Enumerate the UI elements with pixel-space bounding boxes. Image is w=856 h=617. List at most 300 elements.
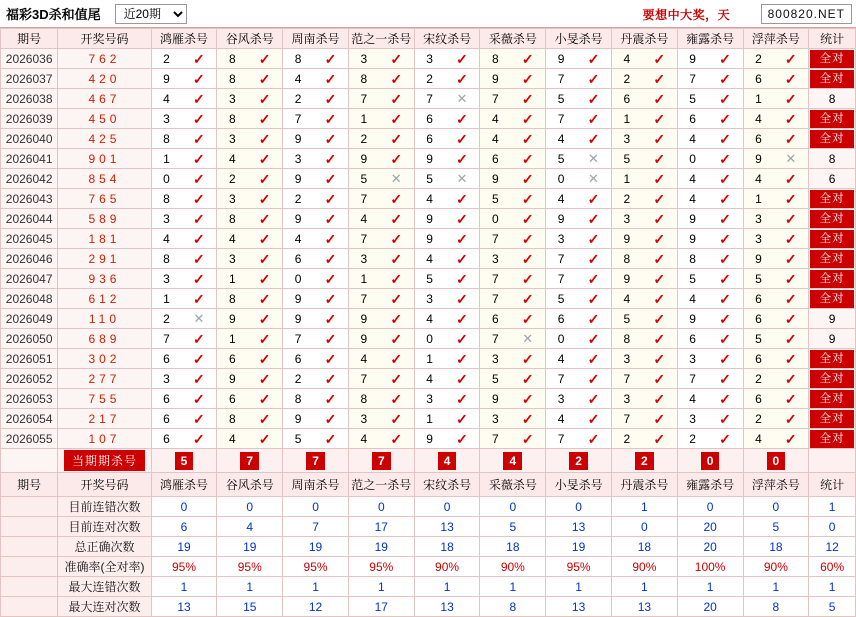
summary-value: 0 — [217, 497, 283, 517]
kill-number: 4 — [426, 251, 433, 266]
kill-number: 9 — [623, 231, 631, 246]
kill-number: 4 — [294, 71, 302, 86]
summary-row-blank — [1, 597, 58, 617]
cell-period: 2026040 — [1, 129, 58, 149]
summary-value: 13 — [414, 597, 480, 617]
col-expert-5-2: 采薇杀号 — [480, 473, 546, 497]
cell-expert-kill — [546, 169, 612, 189]
kill-number: 2 — [163, 311, 170, 326]
cell-expert-kill — [348, 349, 414, 369]
cell-expert-kill — [546, 149, 612, 169]
summary-value: 0 — [151, 497, 217, 517]
all-correct-badge: 全对 — [810, 190, 854, 208]
cell-expert-kill — [348, 169, 414, 189]
check-icon: ✓ — [324, 370, 337, 387]
cell-expert-kill — [217, 289, 283, 309]
cell-draw-code: 181 — [58, 229, 151, 249]
cell-stat — [809, 49, 856, 69]
col-expert-0-2: 鸿雁杀号 — [151, 473, 217, 497]
check-icon: ✓ — [719, 270, 731, 287]
check-icon: ✓ — [456, 390, 468, 407]
table-row — [1, 349, 856, 369]
check-icon: ✓ — [258, 390, 271, 407]
col-expert-0: 鸿雁杀号 — [151, 29, 217, 49]
kill-number: 7 — [492, 291, 499, 306]
check-icon: ✓ — [521, 370, 534, 387]
check-icon: ✓ — [653, 50, 666, 67]
summary-value: 0 — [283, 497, 349, 517]
kill-number: 8 — [294, 391, 302, 406]
summary-value: 6 — [151, 517, 217, 537]
kill-number: 7 — [689, 371, 696, 386]
kill-number: 4 — [426, 191, 433, 206]
kill-number: 0 — [294, 271, 302, 286]
cell-expert-kill — [151, 189, 217, 209]
current-kill-cell — [414, 449, 480, 473]
check-icon: ✓ — [784, 410, 797, 427]
cell-expert-kill — [283, 249, 349, 269]
summary-value: 95% — [348, 557, 414, 577]
current-kill-number: 0 — [767, 452, 786, 470]
check-icon: ✓ — [324, 130, 337, 147]
check-icon: ✓ — [784, 370, 797, 387]
summary-value: 13 — [611, 597, 677, 617]
cell-expert-kill — [414, 289, 480, 309]
cell-expert-kill — [480, 269, 546, 289]
cell-stat — [809, 189, 856, 209]
kill-number: 4 — [228, 431, 236, 446]
summary-value: 15 — [217, 597, 283, 617]
kill-number: 7 — [557, 431, 565, 446]
check-icon: ✓ — [324, 70, 337, 87]
kill-number: 1 — [228, 331, 236, 346]
kill-number: 9 — [294, 171, 302, 186]
kill-number: 2 — [426, 71, 433, 86]
kill-number: 5 — [557, 151, 565, 166]
stat-count: 9 — [828, 311, 836, 326]
kill-number: 4 — [557, 351, 565, 366]
check-icon: ✓ — [653, 250, 666, 267]
table-row — [1, 69, 856, 89]
cell-expert-kill — [414, 129, 480, 149]
table-row — [1, 169, 856, 189]
check-icon: ✓ — [456, 130, 468, 147]
check-icon: ✓ — [258, 270, 271, 287]
check-icon: ✓ — [193, 270, 205, 287]
check-icon: ✓ — [653, 170, 666, 187]
summary-row-blank — [1, 497, 58, 517]
summary-value: 8 — [743, 597, 809, 617]
cell-expert-kill — [283, 89, 349, 109]
cell-expert-kill — [677, 209, 743, 229]
check-icon: ✓ — [258, 370, 271, 387]
all-correct-badge: 全对 — [810, 410, 854, 428]
kill-number: 7 — [557, 251, 565, 266]
kill-number: 3 — [228, 191, 236, 206]
check-icon: ✓ — [587, 350, 600, 367]
cell-expert-kill — [151, 349, 217, 369]
cell-period: 2026044 — [1, 209, 58, 229]
cell-expert-kill — [677, 309, 743, 329]
kill-number: 3 — [492, 251, 499, 266]
check-icon: ✓ — [587, 310, 600, 327]
cell-draw-code: 467 — [58, 89, 151, 109]
cell-expert-kill — [611, 189, 677, 209]
current-kill-number: 2 — [569, 452, 588, 470]
summary-value: 1 — [480, 577, 546, 597]
kill-number: 5 — [557, 291, 565, 306]
cell-expert-kill — [348, 109, 414, 129]
stat-count: 8 — [828, 151, 836, 166]
cell-expert-kill — [546, 69, 612, 89]
check-icon: ✓ — [521, 290, 534, 307]
check-icon: ✓ — [258, 250, 271, 267]
current-period-row — [1, 449, 856, 473]
kill-number: 8 — [163, 191, 170, 206]
cell-expert-kill — [677, 409, 743, 429]
kill-number: 1 — [426, 351, 433, 366]
check-icon: ✓ — [258, 290, 271, 307]
summary-value: 5 — [743, 517, 809, 537]
kill-number: 9 — [426, 431, 433, 446]
summary-value: 13 — [414, 517, 480, 537]
kill-number: 5 — [492, 371, 499, 386]
current-period-label: 当期期杀号 — [64, 450, 145, 471]
table-row — [1, 189, 856, 209]
all-correct-badge: 全对 — [810, 270, 854, 288]
cell-expert-kill — [611, 69, 677, 89]
kill-number: 9 — [623, 271, 631, 286]
kill-number: 0 — [426, 331, 433, 346]
summary-value: 90% — [611, 557, 677, 577]
check-icon: ✓ — [193, 90, 205, 107]
kill-number: 9 — [492, 171, 499, 186]
summary-value: 20 — [677, 537, 743, 557]
cell-stat — [809, 129, 856, 149]
cell-expert-kill — [348, 329, 414, 349]
kill-number: 8 — [360, 71, 368, 86]
col-expert-3: 范之一杀号 — [348, 29, 414, 49]
cell-expert-kill — [677, 189, 743, 209]
cell-draw-code: 765 — [58, 189, 151, 209]
current-kill-cell — [677, 449, 743, 473]
check-icon: ✓ — [719, 290, 731, 307]
check-icon: ✓ — [521, 390, 534, 407]
cell-expert-kill — [217, 129, 283, 149]
cell-draw-code: 854 — [58, 169, 151, 189]
summary-value: 0 — [809, 517, 856, 537]
cell-expert-kill — [546, 269, 612, 289]
kill-number: 1 — [755, 91, 762, 106]
cross-icon: ✕ — [522, 331, 534, 346]
cell-expert-kill — [480, 369, 546, 389]
kill-number: 4 — [426, 311, 433, 326]
check-icon: ✓ — [521, 150, 534, 167]
check-icon: ✓ — [324, 110, 337, 127]
period-select[interactable] — [115, 4, 187, 24]
cell-stat — [809, 149, 856, 169]
cell-expert-kill — [546, 89, 612, 109]
cell-expert-kill — [348, 69, 414, 89]
summary-value: 0 — [743, 497, 809, 517]
summary-row-label: 准确率(全对率) — [58, 557, 151, 577]
kill-number: 6 — [755, 291, 762, 306]
check-icon: ✓ — [719, 430, 731, 447]
check-icon: ✓ — [258, 110, 271, 127]
summary-value: 19 — [546, 537, 612, 557]
check-icon: ✓ — [521, 430, 534, 447]
kill-number: 5 — [294, 431, 302, 446]
cell-draw-code: 450 — [58, 109, 151, 129]
kill-number: 3 — [623, 391, 631, 406]
cell-draw-code: 901 — [58, 149, 151, 169]
summary-value: 0 — [348, 497, 414, 517]
cell-expert-kill — [611, 229, 677, 249]
kill-number: 9 — [689, 311, 696, 326]
check-icon: ✓ — [193, 210, 205, 227]
promo-area — [643, 0, 852, 28]
cell-expert-kill — [546, 409, 612, 429]
kill-number: 6 — [163, 431, 170, 446]
kill-number: 6 — [228, 351, 236, 366]
table-row — [1, 209, 856, 229]
kill-number: 6 — [492, 151, 499, 166]
cell-expert-kill — [677, 289, 743, 309]
check-icon: ✓ — [521, 310, 534, 327]
cell-stat — [809, 409, 856, 429]
check-icon: ✓ — [587, 390, 600, 407]
cell-expert-kill — [480, 109, 546, 129]
cell-expert-kill — [743, 309, 809, 329]
cell-stat — [809, 369, 856, 389]
kill-number: 5 — [557, 91, 565, 106]
check-icon: ✓ — [719, 350, 731, 367]
cell-expert-kill — [283, 349, 349, 369]
cell-expert-kill — [283, 229, 349, 249]
summary-value: 90% — [414, 557, 480, 577]
check-icon: ✓ — [324, 230, 337, 247]
check-icon: ✓ — [653, 230, 666, 247]
cell-draw-code: 110 — [58, 309, 151, 329]
check-icon: ✓ — [587, 110, 600, 127]
cell-draw-code: 425 — [58, 129, 151, 149]
check-icon: ✓ — [521, 90, 534, 107]
kill-number: 3 — [163, 211, 170, 226]
summary-value: 1 — [151, 577, 217, 597]
cell-expert-kill — [348, 189, 414, 209]
check-icon: ✓ — [456, 370, 468, 387]
check-icon: ✓ — [521, 170, 534, 187]
kill-number: 9 — [294, 131, 302, 146]
check-icon: ✓ — [258, 230, 271, 247]
check-icon: ✓ — [258, 50, 271, 67]
kill-number: 3 — [623, 131, 631, 146]
cell-expert-kill — [743, 249, 809, 269]
cell-period: 2026038 — [1, 89, 58, 109]
check-icon: ✓ — [390, 370, 403, 387]
kill-number: 3 — [689, 411, 696, 426]
cell-expert-kill — [611, 169, 677, 189]
check-icon: ✓ — [390, 390, 403, 407]
cell-expert-kill — [546, 309, 612, 329]
summary-value: 95% — [283, 557, 349, 577]
check-icon: ✓ — [653, 330, 666, 347]
check-icon: ✓ — [390, 130, 403, 147]
kill-number: 7 — [163, 331, 170, 346]
cell-expert-kill — [480, 209, 546, 229]
cross-icon: ✕ — [456, 171, 468, 186]
kill-number: 7 — [492, 431, 499, 446]
check-icon: ✓ — [258, 170, 271, 187]
check-icon: ✓ — [258, 430, 271, 447]
summary-value: 0 — [677, 497, 743, 517]
kill-number: 9 — [294, 411, 302, 426]
cell-expert-kill — [743, 89, 809, 109]
kill-number: 6 — [294, 351, 302, 366]
kill-number: 3 — [163, 371, 170, 386]
cell-expert-kill — [743, 169, 809, 189]
kill-number: 3 — [755, 211, 762, 226]
check-icon: ✓ — [390, 230, 403, 247]
col-stat: 统计 — [809, 29, 856, 49]
kill-number-table — [0, 28, 856, 617]
kill-number: 3 — [689, 351, 696, 366]
cell-expert-kill — [743, 409, 809, 429]
cell-draw-code: 689 — [58, 329, 151, 349]
summary-row-blank — [1, 517, 58, 537]
kill-number: 7 — [689, 71, 696, 86]
check-icon: ✓ — [193, 150, 205, 167]
kill-number: 3 — [426, 391, 433, 406]
cell-expert-kill — [480, 129, 546, 149]
cell-expert-kill — [611, 129, 677, 149]
cell-expert-kill — [283, 429, 349, 449]
cell-expert-kill — [677, 389, 743, 409]
summary-value: 1 — [414, 577, 480, 597]
cell-expert-kill — [151, 409, 217, 429]
kill-number: 3 — [623, 351, 631, 366]
kill-number: 4 — [623, 51, 631, 66]
all-correct-badge: 全对 — [810, 50, 854, 68]
kill-number: 6 — [228, 391, 236, 406]
cell-draw-code: 755 — [58, 389, 151, 409]
summary-value: 18 — [414, 537, 480, 557]
check-icon: ✓ — [456, 190, 468, 207]
kill-number: 3 — [228, 251, 236, 266]
kill-number: 6 — [163, 411, 170, 426]
summary-value: 1 — [611, 577, 677, 597]
col-period-2: 期号 — [1, 473, 58, 497]
kill-number: 8 — [228, 111, 236, 126]
cell-stat — [809, 309, 856, 329]
cell-expert-kill — [414, 49, 480, 69]
summary-row — [1, 597, 856, 617]
summary-value: 0 — [414, 497, 480, 517]
cell-expert-kill — [283, 309, 349, 329]
kill-number: 9 — [755, 151, 762, 166]
kill-number: 4 — [689, 171, 696, 186]
kill-number: 3 — [360, 51, 368, 66]
check-icon: ✓ — [390, 270, 403, 287]
cell-expert-kill — [743, 149, 809, 169]
cell-expert-kill — [151, 69, 217, 89]
kill-number: 7 — [294, 331, 302, 346]
cell-period: 2026042 — [1, 169, 58, 189]
kill-number: 3 — [228, 91, 236, 106]
kill-number: 9 — [360, 151, 368, 166]
check-icon: ✓ — [719, 310, 731, 327]
cell-expert-kill — [283, 49, 349, 69]
check-icon: ✓ — [390, 310, 403, 327]
cell-expert-kill — [743, 389, 809, 409]
cell-expert-kill — [743, 369, 809, 389]
cell-period: 2026049 — [1, 309, 58, 329]
check-icon: ✓ — [258, 330, 271, 347]
summary-value: 1 — [217, 577, 283, 597]
kill-number: 5 — [360, 171, 368, 186]
check-icon: ✓ — [719, 90, 731, 107]
cell-stat — [809, 289, 856, 309]
col-code-2: 开奖号码 — [58, 473, 151, 497]
kill-number: 4 — [755, 431, 762, 446]
summary-body — [1, 473, 856, 617]
cell-expert-kill — [217, 429, 283, 449]
cell-expert-kill — [414, 189, 480, 209]
cell-expert-kill — [283, 369, 349, 389]
cell-expert-kill — [677, 49, 743, 69]
summary-value: 1 — [809, 577, 856, 597]
table-head — [1, 29, 856, 49]
check-icon: ✓ — [719, 190, 731, 207]
page-title: 福彩3D杀和值尾 — [6, 7, 101, 22]
cell-expert-kill — [414, 209, 480, 229]
col-period: 期号 — [1, 29, 58, 49]
cell-expert-kill — [611, 289, 677, 309]
kill-number: 4 — [360, 351, 368, 366]
cell-expert-kill — [480, 69, 546, 89]
kill-number: 0 — [689, 151, 696, 166]
brand-label: 800820.NET — [761, 4, 852, 24]
cell-expert-kill — [677, 129, 743, 149]
cell-expert-kill — [151, 249, 217, 269]
check-icon: ✓ — [258, 130, 271, 147]
check-icon: ✓ — [521, 350, 534, 367]
kill-number: 3 — [755, 231, 762, 246]
check-icon: ✓ — [324, 250, 337, 267]
check-icon: ✓ — [193, 370, 205, 387]
cell-expert-kill — [743, 229, 809, 249]
cell-period: 2026050 — [1, 329, 58, 349]
check-icon: ✓ — [390, 430, 403, 447]
summary-row — [1, 537, 856, 557]
cell-stat — [809, 209, 856, 229]
check-icon: ✓ — [390, 250, 403, 267]
summary-value: 100% — [677, 557, 743, 577]
summary-value: 18 — [743, 537, 809, 557]
cell-expert-kill — [151, 389, 217, 409]
check-icon: ✓ — [784, 390, 797, 407]
cell-stat — [809, 389, 856, 409]
cell-expert-kill — [348, 249, 414, 269]
kill-number: 2 — [623, 71, 631, 86]
all-correct-badge: 全对 — [810, 370, 854, 388]
cell-stat — [809, 349, 856, 369]
kill-number: 6 — [689, 331, 696, 346]
cell-expert-kill — [546, 109, 612, 129]
summary-value: 19 — [348, 537, 414, 557]
kill-number: 1 — [426, 411, 433, 426]
kill-number: 7 — [557, 371, 565, 386]
